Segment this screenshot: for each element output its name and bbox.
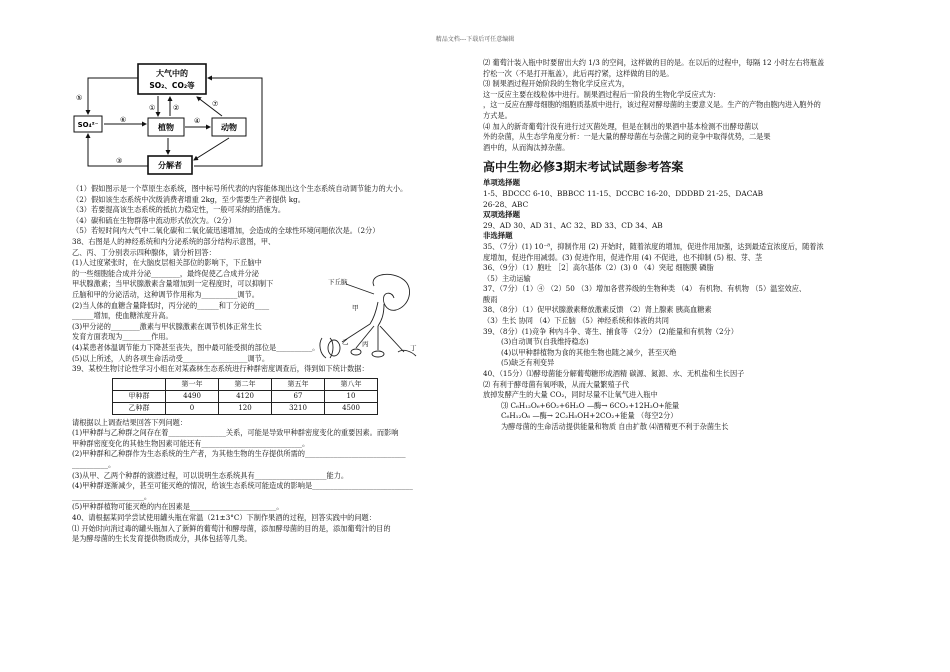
table-cell: 第二年: [219, 378, 272, 390]
left-line: 发育方面表现为________作用。: [72, 332, 173, 342]
left-line: (2)甲种群和乙种群作为生态系统的生产者，为其他生物的生存提供所需的____________________________: [72, 449, 406, 459]
left-line: ____________________。: [72, 491, 152, 501]
figure-label-b: 乙: [342, 338, 349, 346]
left-line: （2）假如该生态系统中次级消费者增重 2kg，至少需要生产者提供 kg。: [72, 194, 305, 204]
figure-label-a: 甲: [352, 304, 359, 312]
answer-line: (4)以甲种群植物为食的其他生物也随之减少，甚至灭绝: [501, 347, 677, 357]
left-line: (4)某患者体温调节能力下降甚至丧失，图中最可能受损的部位是__________。: [72, 342, 320, 352]
left-line: ______增加，使血糖浓度升高。: [72, 311, 173, 321]
table-cell: 4500: [325, 402, 378, 414]
right-line: 酒中的，从而淘汰掉杂菌。: [483, 142, 570, 152]
table-row: [113, 390, 378, 402]
answer-line: 38、（8分）（1）促甲状腺激素释放激素反馈 （2）肾上腺素 胰高血糖素: [483, 305, 712, 315]
diagram-num-3: ③: [116, 157, 123, 165]
left-line: （3）若要提高该生态系统的抵抗力稳定性，一般可采纳的措施为。: [72, 205, 286, 215]
left-line: ⑴ 开始时向消过毒的罐头瓶加入了新鲜的葡萄汁和酵母菌，添加酵母菌的目的是，添加葡萄汁的目的: [72, 523, 391, 533]
population-table: [112, 378, 378, 415]
diagram-num-4: ④: [194, 117, 201, 125]
answer-line: 39、（8分）(1)竞争 种内斗争、寄生、捕食等 （2分） (2)能量和有机物（2分）: [483, 326, 738, 336]
left-line: 甲种群密度变化的其他生物因素可能还有____________________________。: [72, 438, 310, 448]
figure-label-hypothalamus: 下丘脑: [328, 278, 348, 286]
left-line: （1）假如图示是一个草原生态系统，图中标号所代表的内容能体现出这个生态系统自动调节能力的大小。: [72, 184, 408, 193]
diagram-animal-label: 动物: [221, 123, 237, 132]
table-cell: 4490: [166, 390, 219, 402]
non-choice-heading: 非选择题: [483, 231, 513, 241]
answer-line: (3)自动调节(自我维持稳态): [501, 337, 589, 347]
diagram-num-7: ⑦: [212, 100, 219, 108]
diagram-plant-label: 植物: [158, 123, 174, 132]
table-cell: 120: [219, 402, 272, 414]
table-row: [113, 402, 378, 414]
diagram-atmosphere-label-1: 大气中的: [156, 69, 188, 78]
answer-line: ⑶ C₆H₁₂O₆+6O₂+6H₂O —酶→ 6CO₂+12H₂O+能量: [501, 400, 680, 410]
answer-line: ⑵ 有利于酵母菌有氧呼吸，从而大量繁殖子代: [483, 379, 630, 389]
page-header: 精品文档---下载后可任意编辑: [435, 36, 515, 43]
answer-line: 为酵母菌的生命活动提供能量和物质 自由扩散 ⑷酒精更不利于杂菌生长: [501, 422, 729, 431]
left-line: 请根据以上调查结果回答下列问题：: [72, 417, 188, 427]
table-cell: [113, 378, 166, 390]
left-line: 乙、丙、丁分别表示四种腺体，请分析回答：: [72, 247, 216, 257]
left-line: (1)人过度紧张时，在大脑皮层相关部位的影响下，下丘脑中: [72, 258, 262, 268]
diagram-num-2: ②: [173, 104, 180, 112]
double-choice-answers: 29、AD 30、AD 31、AC 32、BD 33、CD 34、AB: [483, 220, 663, 230]
answer-line: C₆H₁₂O₆ —酶→ 2C₂H₅OH+2CO₂+能量 （每空2分）: [501, 411, 678, 421]
answer-line: (5)缺乏有利变异: [501, 358, 555, 368]
left-line: 丘脑和甲的分泌活动，这种调节作用称为__________调节。: [72, 289, 259, 299]
answer-line: 度增加，促进作用减弱。(3) 促进作用，促进作用 (4) 不促进，也不抑制 (5) 根、芽、茎: [483, 252, 763, 262]
table-row: [113, 378, 378, 390]
table-cell: 10: [325, 390, 378, 402]
diagram-num-6: ⑥: [120, 116, 127, 124]
left-line: 是为酵母菌的生长发育提供物质成分，具体包括等几类。: [72, 534, 252, 544]
answer-line: 放掉发酵产生的大量 CO₂，同时尽量不让氧气进入瓶中: [483, 390, 658, 400]
answer-line: 酸雨: [483, 294, 498, 304]
left-line: (2)当人体的血糖含量降低时，丙分泌的______和丁分泌的____: [72, 300, 270, 310]
left-line: (4)甲种群逐渐减少，甚至可能灭绝的情况，给该生态系统可能造成的影响是____________________________: [72, 481, 413, 491]
left-column: [72, 184, 472, 545]
left-line: __________。: [72, 460, 116, 470]
left-line: 甲状腺激素；当甲状腺激素含量增加到一定程度时，可以抑制下: [72, 279, 274, 289]
figure-label-d: 丁: [410, 344, 417, 352]
diagram-num-1: ①: [149, 104, 156, 112]
figure-label-c: 丙: [362, 340, 369, 348]
table-cell: 第八年: [325, 378, 378, 390]
answer-line: （5）主动运输: [483, 273, 531, 283]
right-line: ⑵ 葡萄汁装入瓶中时要留出大约 1/3 的空间，这样做的目的是。在以后的过程中，每隔 12 小时左右将瓶盖: [483, 58, 825, 67]
left-line: （4）碳和硫在生物群落中流动形式依次为。（2分）: [72, 215, 236, 225]
single-choice-answers-2: 26-28、ABC: [483, 199, 529, 209]
left-line: 38、右图是人的神经系统和内分泌系统的部分结构示意图，甲、: [72, 236, 276, 246]
answers-title: 高中生物必修3期末考试试题参考答案: [483, 160, 684, 175]
table-cell: 甲种群: [113, 390, 166, 402]
left-line: (1)甲种群与乙种群之间存在着________________关系，可能是导致甲种群密度变化的重要因素。而影响: [72, 428, 399, 438]
table-cell: 4120: [219, 390, 272, 402]
left-line: 的一些细胞能合成并分泌________，最终促使乙合成并分泌: [72, 268, 259, 278]
answer-line: （3）生长 协同 （4）下丘脑 （5）神经系统和体液的共同: [483, 316, 669, 326]
right-line: 拧松一次（不是打开瓶盖），此后再拧紧，这样做的目的是。: [483, 68, 674, 78]
right-line: ⑶ 制果酒过程开始阶段的生物化学反应式为，: [483, 79, 630, 89]
right-line: 这一反应主要在线粒体中进行。制果酒过程后一阶段的生物化学反应式为：: [483, 89, 721, 99]
diagram-so4-label: SO₄²⁻: [77, 121, 99, 129]
diagram-decomposer-label: 分解者: [158, 161, 182, 170]
table-cell: 第五年: [272, 378, 325, 390]
single-choice-answers-1: 1-5、BDCCC 6-10、BBBCC 11-15、DCCBC 16-20、DDDBD 21-25、DACAB: [483, 188, 764, 198]
left-line: 40、请根据某同学尝试使用罐头瓶在常温（21±3°C）下制作果酒的过程，回答实践中的问题：: [72, 513, 376, 523]
diagram-atmosphere-label-2: SO₂、CO₂等: [149, 81, 195, 90]
table-cell: 乙种群: [113, 402, 166, 414]
left-line: (3)甲分泌的________激素与甲状腺激素在调节机体正常生长: [72, 321, 262, 331]
right-column: [483, 58, 878, 433]
single-choice-heading: 单项选择题: [483, 178, 520, 188]
right-line: 方式是。: [483, 110, 512, 120]
left-line: （5）若短时间内大气中二氧化碳和二氧化硫迅速增加，会造成的全球性环境问题依次是。（2分）: [72, 226, 380, 236]
left-line: (5)甲种群植物可能灭绝的内在因素是________________________。: [72, 502, 284, 512]
left-line: (3)从甲、乙两个种群的演潜过程，可以说明生态系统具有____________________能力。: [72, 470, 349, 480]
double-choice-heading: 双项选择题: [483, 210, 520, 220]
answer-line: 36、（9分）（1）胞吐 ［2］高尔基体（2）(3) 0 （4）突起 细胞膜 磷脂: [483, 263, 714, 273]
right-line: 外的杂菌，从生态学角度分析：一是大量的酵母菌在与杂菌之间的竞争中取得优势，二是果: [483, 132, 771, 142]
ecosystem-diagram: [72, 60, 272, 178]
table-cell: 0: [166, 402, 219, 414]
left-line: 39、某校生物讨论性学习小组在对某森林生态系统进行种群密度调查后，得到如下统计数据：: [72, 364, 369, 374]
right-line: ，这一反应在酵母细胞的细胞质基质中进行，该过程对酵母菌的主要意义是。生产的产物由胞内进入胞外的: [483, 100, 821, 110]
table-cell: 第一年: [166, 378, 219, 390]
diagram-num-5: ⑤: [76, 94, 83, 102]
table-cell: 3210: [272, 402, 325, 414]
table-cell: 67: [272, 390, 325, 402]
answer-line: 40、（15分）⑴酵母菌能分解葡萄糖形成酒精 碳源、氮源、水、无机盐和生长因子: [483, 369, 745, 379]
left-line: (5)以上所述，人的各项生命活动受__________________调节。: [72, 353, 270, 363]
right-line: ⑷ 加入的新奇葡萄汁没有进行过灭菌处理，但是在制出的果酒中基本检测不出酵母菌以: [483, 121, 759, 131]
answer-line: 35、（7分）(1) 10⁻⁸，抑制作用 (2) 开始时，随着浓度的增加，促进作用加强，达到最适宜浓度后，随着浓: [483, 241, 824, 251]
answer-line: 37、（7分）（1）④ （2）50 （3）增加各营养级的生物种类 （4） 有机物、有机物 （5）温室效应、: [483, 284, 807, 294]
